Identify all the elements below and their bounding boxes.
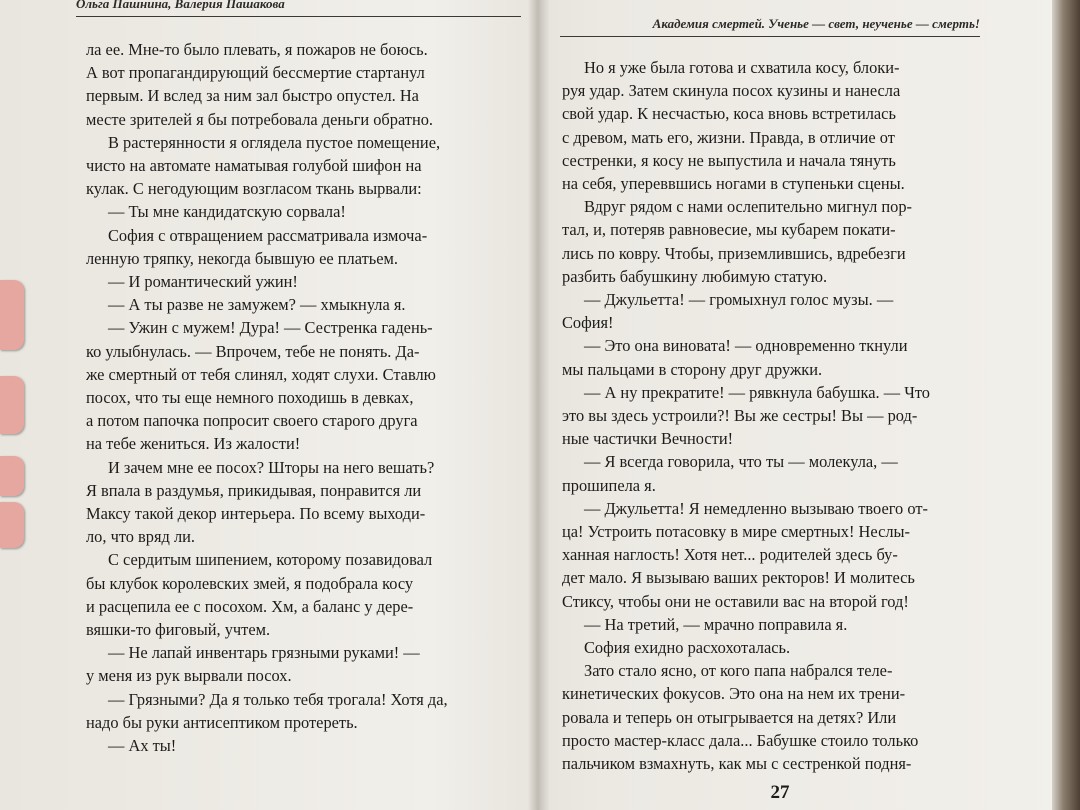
text-line: посох, что ты еще немного походишь в девках,: [86, 388, 414, 408]
book-gutter: [528, 0, 550, 810]
text-line: — На третий, — мрачно поправила я.: [584, 614, 848, 634]
left-page-text: [86, 38, 520, 757]
text-line: — Это она виновата! — одновременно ткнули: [584, 336, 908, 356]
text-line: кинетических фокусов. Это она на нем их трени-: [562, 684, 906, 704]
page-number: 27: [770, 782, 790, 803]
text-line: первым. И вслед за ним зал быстро опустел. На: [86, 86, 419, 106]
text-line: тал, и, потеряв равновесие, мы кубарем покати-: [562, 220, 896, 240]
right-page-text: [562, 56, 978, 775]
text-line: с древом, мать его, жизни. Правда, в отличие от: [562, 127, 895, 147]
text-line: С сердитым шипением, которому позавидовал: [108, 550, 433, 570]
text-line: Максу такой декор интерьера. По всему выходи-: [86, 504, 426, 524]
bookmark-tab: [0, 280, 24, 350]
text-line: — И романтический ужин!: [108, 272, 298, 292]
text-line: а потом папочка попросит своего старого друга: [86, 411, 418, 431]
text-line: И зачем мне ее посох? Шторы на него вешать?: [108, 457, 435, 477]
bookmark-tabs: [0, 280, 30, 560]
text-line: ханная наглость! Хотя нет... родителей здесь бу-: [562, 545, 898, 565]
text-line: — Ах ты!: [108, 736, 177, 756]
text-line: ло, что вряд ли.: [86, 527, 196, 547]
bookmark-tab: [0, 376, 24, 434]
text-line: — А ты разве не замужем? — хмыкнула я.: [108, 295, 406, 315]
text-line: — Грязными? Да я только тебя трогала! Хотя да,: [108, 689, 448, 709]
text-line: это вы здесь устроили?! Вы же сестры! Вы — род-: [562, 406, 918, 426]
text-line: мы пальцами в сторону друг дружки.: [562, 359, 823, 379]
text-line: лись по ковру. Чтобы, приземлившись, вдребезги: [562, 243, 906, 263]
text-line: София ехидно расхохоталась.: [584, 638, 791, 658]
text-line: А вот пропагандирующий бессмертие стартанул: [86, 63, 425, 83]
bookmark-tab: [0, 502, 24, 548]
text-line: ла ее. Мне-то было плевать, я пожаров не боюсь.: [86, 40, 428, 59]
text-line: сестренки, я косу не выпустила и начала тянуть: [562, 150, 896, 170]
text-line: ленную тряпку, некогда бывшую ее платьем.: [86, 248, 398, 268]
text-line: чисто на автомате наматывая голубой шифон на: [86, 156, 422, 176]
text-line: — Ты мне кандидатскую сорвала!: [108, 202, 346, 222]
text-line: Я впала в раздумья, прикидывая, понравится ли: [86, 480, 422, 500]
text-line: дет мало. Я вызываю ваших ректоров! И молитесь: [562, 568, 915, 588]
text-line: бы клубок королевских змей, я подобрала косу: [86, 573, 414, 593]
page-edge: [1052, 0, 1080, 810]
text-line: — Ужин с мужем! Дура! — Сестренка гадень-: [108, 318, 433, 338]
text-line: ровала и теперь он отыгрывается на детях? Или: [562, 707, 897, 727]
text-line: просто мастер-класс дала... Бабушке стоило только: [562, 730, 919, 750]
text-line: надо бы руки антисептиком протереть.: [86, 712, 358, 732]
text-line: пальчиком взмахнуть, как мы с сестренкой подня-: [562, 754, 912, 774]
text-line: — А ну прекратите! — рявкнула бабушка. — Что: [584, 382, 931, 402]
text-line: кулак. С негодующим возгласом ткань вырвали:: [86, 179, 422, 199]
text-line: Вдруг рядом с нами ослепительно мигнул пор-: [584, 197, 912, 217]
text-line: — Не лапай инвентарь грязными руками! —: [108, 643, 420, 663]
text-line: прошипела я.: [562, 475, 656, 495]
left-running-header: Ольга Пашнина, Валерия Пашакова: [76, 0, 521, 17]
text-line: — Джульетта! Я немедленно вызываю твоего от-: [584, 498, 928, 518]
text-line: на себя, упереввшись ногами в ступеньки сцены.: [562, 174, 905, 194]
text-line: свой удар. К несчастью, коса вновь встретилась: [562, 104, 896, 124]
bookmark-tab: [0, 456, 24, 496]
text-line: София!: [562, 313, 614, 333]
text-line: ца! Устроить потасовку в мире смертных! Неслы-: [562, 522, 910, 542]
text-line: В растерянности я оглядела пустое помещение,: [108, 132, 441, 152]
text-line: Но я уже была готова и схватила косу, блоки-: [584, 58, 900, 77]
text-line: — Я всегда говорила, что ты — молекула, —: [584, 452, 898, 472]
text-line: София с отвращением рассматривала измоча-: [108, 225, 428, 245]
text-line: ко улыбнулась. — Впрочем, тебе не понять. Да-: [86, 341, 420, 361]
text-line: Стиксу, чтобы они не оставили вас на второй год!: [562, 591, 909, 611]
text-line: же смертный от тебя слинял, ходят слухи. Ставлю: [86, 364, 436, 384]
text-line: ные частички Вечности!: [562, 429, 734, 449]
right-running-header: Академия смертей. Ученье — свет, неученье — смерть!: [560, 14, 980, 37]
text-line: — Джульетта! — громыхнул голос музы. —: [584, 290, 894, 310]
text-line: месте зрителей я бы потребовала деньги обратно.: [86, 109, 434, 129]
text-line: руя удар. Затем скинула посох кузины и нанесла: [562, 81, 901, 101]
text-line: у меня из рук вырвали посох.: [86, 666, 292, 686]
text-line: и расцепила ее с посохом. Хм, а баланс у дере-: [86, 596, 414, 616]
text-line: Зато стало ясно, от кого папа набрался теле-: [584, 661, 893, 681]
text-line: на тебе жениться. Из жалости!: [86, 434, 301, 454]
text-line: вяшки-то фиговый, учтем.: [86, 620, 271, 640]
text-line: разбить бабушкину любимую статую.: [562, 266, 828, 286]
